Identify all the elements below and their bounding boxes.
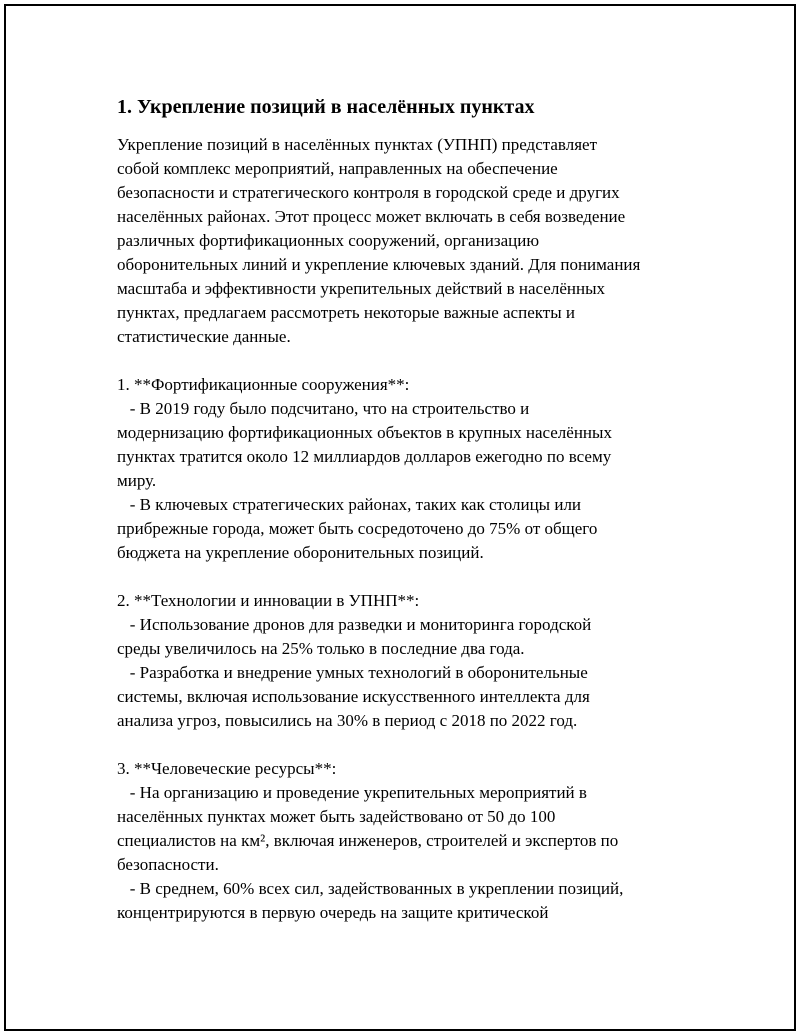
paragraph-gap: [117, 349, 697, 373]
text-line: системы, включая использование искусственного интеллекта для: [117, 687, 590, 706]
text-line: бюджета на укрепление оборонительных позиций.: [117, 543, 484, 562]
paragraph-gap: [117, 733, 697, 757]
text-line: собой комплекс мероприятий, направленных на обеспечение: [117, 159, 558, 178]
text-line: оборонительных линий и укрепление ключевых зданий. Для понимания: [117, 255, 641, 274]
text-line: населённых пунктах может быть задействовано от 50 до 100: [117, 807, 556, 826]
text-line: модернизацию фортификационных объектов в крупных населённых: [117, 423, 612, 442]
text-line: населённых районах. Этот процесс может включать в себя возведение: [117, 207, 626, 226]
section-technologies: [117, 589, 697, 733]
text-line: прибрежные города, может быть сосредоточено до 75% от общего: [117, 519, 598, 538]
text-line: концентрируются в первую очередь на защите критической: [117, 903, 549, 922]
text-line: миру.: [117, 471, 157, 490]
text-line: - Разработка и внедрение умных технологий в оборонительные: [117, 663, 588, 682]
text-line: - На организацию и проведение укрепительных мероприятий в: [117, 783, 587, 802]
text-line: среды увеличилось на 25% только в последние два года.: [117, 639, 525, 658]
text-line: безопасности и стратегического контроля в городской среде и других: [117, 183, 620, 202]
list-item-title: 1. **Фортификационные сооружения**:: [117, 375, 410, 394]
paragraph-gap: [117, 565, 697, 589]
section-heading: 1. Укрепление позиций в населённых пунктах: [117, 96, 535, 118]
text-line: пунктах, предлагаем рассмотреть некоторые важные аспекты и: [117, 303, 575, 322]
text-line: Укрепление позиций в населённых пунктах (УПНП) представляет: [117, 135, 598, 154]
document-body: [117, 95, 697, 925]
text-line: - В ключевых стратегических районах, таких как столицы или: [117, 495, 582, 514]
text-line: специалистов на км², включая инженеров, строителей и экспертов по: [117, 831, 619, 850]
list-item-title: 3. **Человеческие ресурсы**:: [117, 759, 337, 778]
list-item-title: 2. **Технологии и инновации в УПНП**:: [117, 591, 420, 610]
intro-paragraph: [117, 133, 697, 349]
text-line: - В 2019 году было подсчитано, что на строительство и: [117, 399, 530, 418]
text-line: - В среднем, 60% всех сил, задействованных в укреплении позиций,: [117, 879, 624, 898]
text-line: статистические данные.: [117, 327, 291, 346]
section-fortifications: [117, 373, 697, 565]
text-line: - Использование дронов для разведки и мониторинга городской: [117, 615, 592, 634]
text-line: масштаба и эффективности укрепительных действий в населённых: [117, 279, 605, 298]
text-line: анализа угроз, повысились на 30% в период с 2018 по 2022 год.: [117, 711, 578, 730]
text-line: безопасности.: [117, 855, 219, 874]
text-line: пунктах тратится около 12 миллиардов долларов ежегодно по всему: [117, 447, 612, 466]
section-human-resources: [117, 757, 697, 925]
text-line: различных фортификационных сооружений, организацию: [117, 231, 540, 250]
